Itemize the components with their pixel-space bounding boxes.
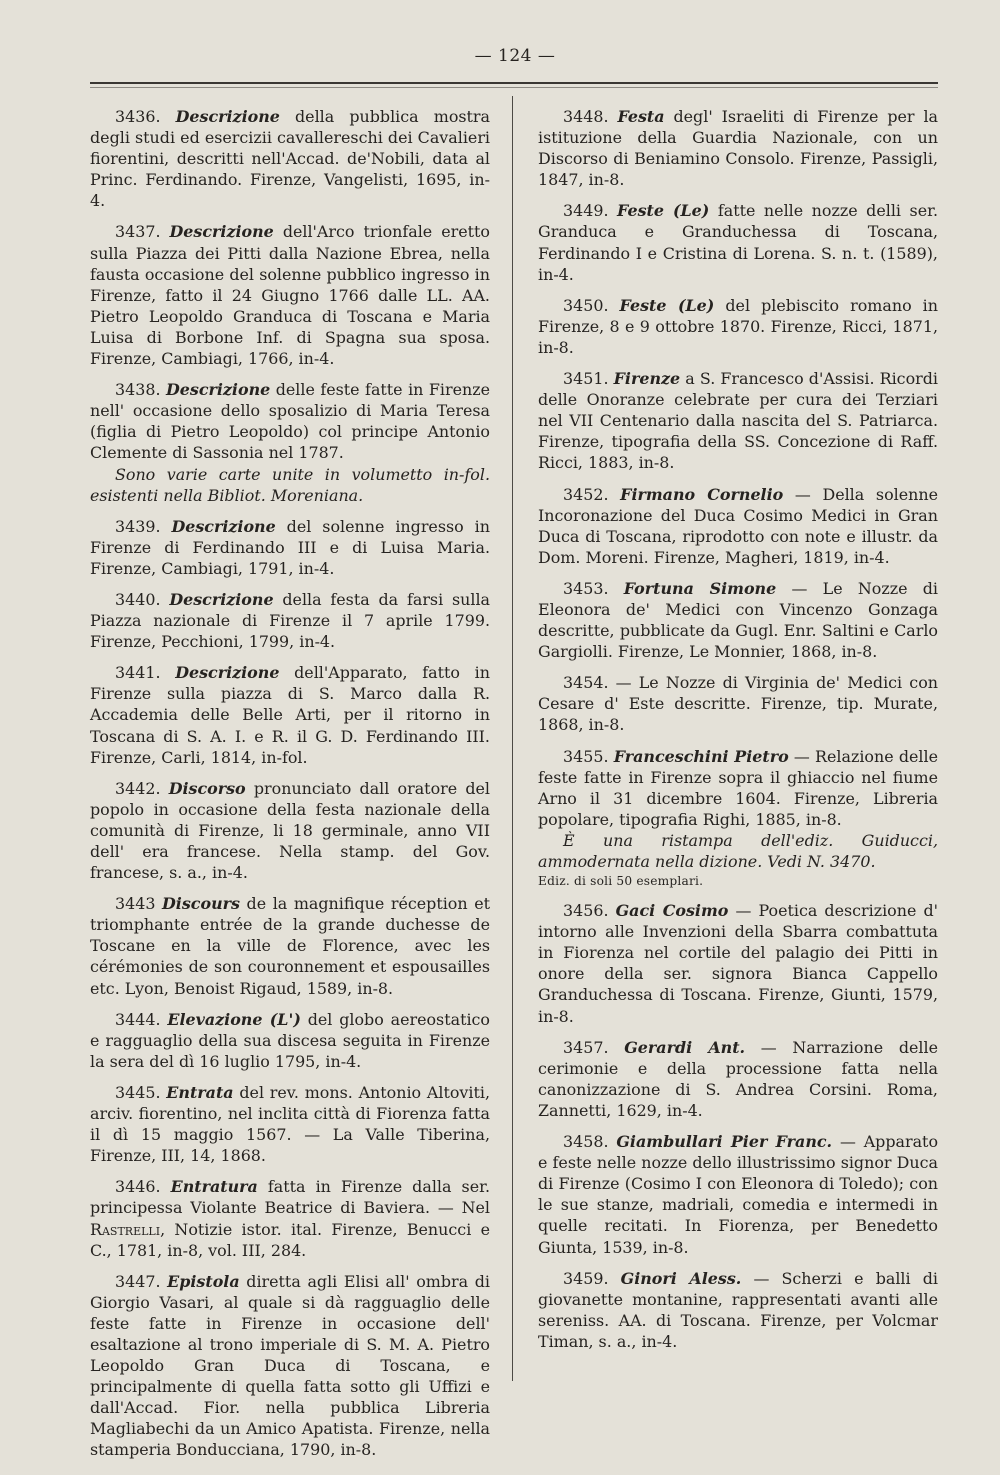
- entry-heading: Feste (Le): [617, 201, 710, 221]
- entry-number: 3452.: [563, 484, 621, 504]
- entry-body: [538, 368, 938, 473]
- entry-body: [538, 1268, 938, 1352]
- entry-heading: Epistola: [167, 1271, 240, 1291]
- catalogue-entry: [538, 295, 938, 358]
- entry-heading: Ginori Aless.: [620, 1268, 742, 1288]
- catalogue-entry: [538, 672, 938, 735]
- entry-description: del solenne ingresso in Firenze di Ferdinando III e di Luisa Maria. Firenze, Cambiagi, 1791, in-4.: [90, 516, 490, 578]
- catalogue-entry: [90, 1082, 490, 1166]
- entry-number: 3439.: [115, 516, 172, 536]
- entry-heading: Descrizione: [175, 663, 280, 683]
- entry-description: — Scherzi e balli di giovanette montanine, rappresentati avanti alle sereniss. AA. di Toscana. Firenze, per Volcmar Timan, s. a., in-4.: [538, 1268, 938, 1351]
- entry-body: [538, 1037, 938, 1121]
- catalogue-entry: [90, 379, 490, 506]
- entry-body: [90, 379, 490, 463]
- catalogue-entry: [538, 746, 938, 891]
- catalogue-entry: [538, 200, 938, 284]
- entry-heading: Gerardi Ant.: [624, 1037, 746, 1057]
- entry-description: della pubblica mostra degli studi ed esercizii cavallereschi dei Cavalieri fiorentini, descritti nell'Accad. de'Nobili, data al Princ. Ferdinando. Firenze, Vangelisti, 1695, in-4.: [90, 107, 491, 211]
- entry-body: [90, 1082, 490, 1166]
- entry-body: [538, 578, 938, 662]
- header-rule: [90, 82, 938, 84]
- entry-number: 3442.: [115, 778, 169, 798]
- entry-heading: Descrizione: [175, 107, 280, 126]
- entry-author-ref: Rastrelli: [90, 1219, 161, 1239]
- catalogue-entry: [90, 778, 490, 883]
- entry-description: a S. Francesco d'Assisi. Ricordi delle Onoranze celebrate per cura dei Terziari nel VII Centenario dalla nascita del S. Patriarca. Firenze, tipografia della SS. Concezione di Raff. Ricci, 1883, in-8.: [538, 369, 938, 473]
- entry-description: del plebiscito romano in Firenze, 8 e 9 ottobre 1870. Firenze, Ricci, 1871, in-8.: [538, 295, 938, 357]
- entry-number: 3449.: [563, 201, 618, 221]
- entry-number: 3445.: [115, 1082, 167, 1102]
- catalogue-entry: [538, 1131, 938, 1258]
- catalogue-entry: [90, 221, 490, 369]
- entry-body: [90, 1271, 490, 1461]
- entry-body: [90, 778, 490, 883]
- entry-heading: Entratura: [170, 1177, 258, 1197]
- entry-number: 3459.: [563, 1268, 621, 1288]
- entry-description-cont: , Notizie istor. ital. Firenze, Benucci e C., 1781, in-8, vol. III, 284.: [90, 1219, 490, 1260]
- column-divider: [512, 96, 513, 1381]
- entry-description: — Poetica descrizione d' intorno alle Invenzioni della Sbarra combattuta in Fiorenza nel cortile del palagio dei Pitti in onore della ser. signora Bianca Cappello Granduchessa di Toscana. Firenze, Giunti, 1579, in-8.: [538, 901, 939, 1026]
- entry-body: [538, 295, 938, 358]
- entry-number: 3438.: [115, 380, 166, 400]
- entry-heading: Firenze: [613, 369, 681, 389]
- entry-heading: Descrizione: [171, 516, 276, 536]
- entry-number: 3450.: [563, 295, 620, 315]
- entry-description: degl' Israeliti di Firenze per la istituzione della Guardia Nazionale, con un Discorso di Beniamino Consolo. Firenze, Passigli, 1847, in-8.: [538, 107, 938, 190]
- right-column: [538, 106, 938, 1362]
- entry-body: [90, 589, 490, 652]
- entry-number: 3454.: [563, 673, 616, 693]
- entry-description: diretta agli Elisi all' ombra di Giorgio Vasari, al quale si dà ragguaglio delle feste fatte in Firenze in occasione dell' esaltazione al trono imperiale di S. M. A. Pietro Leopoldo Gran Duca di Toscana, e principalmente di quella fatta sotto gli Uffizi e dall'Accad. Fior. nella pubblica Libreria Magliabechi da un Amico Apatista. Firenze, nella stamperia Bonducciana, 1790, in-8.: [90, 1271, 491, 1460]
- entry-note: Sono varie carte unite in volumetto in-fol. esistenti nella Bibliot. Moreniana.: [90, 464, 490, 505]
- catalogue-entry: [90, 893, 490, 998]
- entry-number: 3457.: [563, 1037, 625, 1057]
- catalogue-entry: [90, 662, 490, 767]
- entry-heading: Franceschini Pietro: [613, 746, 789, 766]
- entry-number: 3437.: [115, 222, 170, 242]
- entry-number: 3448.: [563, 107, 618, 126]
- entry-description: — Apparato e feste nelle nozze dello illustrissimo signor Duca di Firenze (Cosimo I con Eleonora di Toledo); con le sue stanze, madriali, comedia e intermedi in quelle recitati. In Fiorenza, per Benedetto Giunta, 1539, in-8.: [538, 1132, 939, 1257]
- entry-heading: Descrizione: [169, 222, 274, 242]
- entry-edition-note: Ediz. di soli 50 esemplari.: [538, 874, 704, 889]
- entry-body: [538, 106, 938, 190]
- entry-number: 3444.: [115, 1009, 168, 1029]
- entry-number: 3447.: [115, 1271, 168, 1291]
- entry-heading: Elevazione (L'): [167, 1009, 301, 1029]
- entry-description: fatte nelle nozze delli ser. Granduca e Granduchessa di Toscana, Ferdinando I e Cristina di Lorena. S. n. t. (1589), in-4.: [538, 201, 938, 284]
- catalogue-entry: [90, 516, 490, 579]
- left-column: [90, 106, 490, 1471]
- entry-body: [90, 893, 490, 998]
- entry-description: — Relazione delle feste fatte in Firenze sopra il ghiaccio nel fiume Arno il 31 dicembre 1604. Firenze, Libreria popolare, tipografia Righi, 1885, in-8.: [538, 746, 938, 829]
- catalogue-entry: [90, 1009, 490, 1072]
- entry-heading: Entrata: [166, 1082, 234, 1102]
- entry-heading: Descrizione: [165, 380, 271, 400]
- entry-body: [90, 1009, 490, 1072]
- catalogue-entry: [90, 1176, 490, 1260]
- entry-description: de la magnifique réception et triomphante entrée de la grande duchesse de Toscane en la ville de Florence, avec les cérémonies de son couronnement et espousailles etc. Lyon, Benoist Rigaud, 1589, in-8.: [90, 894, 490, 998]
- entry-heading: Firmano Cornelio: [620, 484, 784, 504]
- entry-description: del globo aereostatico e ragguaglio della sua discesa seguita in Firenze la sera del dì 16 luglio 1795, in-4.: [90, 1009, 490, 1071]
- entry-body: [538, 746, 938, 830]
- entry-heading: Festa: [617, 107, 665, 126]
- entry-description: dell'Apparato, fatto in Firenze sulla piazza di S. Marco dalla R. Accademia delle Belle Arti, per il ritorno in Toscana di S. A. I. e R. il G. D. Ferdinando III. Firenze, Carli, 1814, in-fol.: [90, 663, 490, 767]
- catalogue-entry: [538, 1268, 938, 1352]
- page-number: — 124 —: [474, 46, 556, 66]
- entry-body: [538, 200, 938, 284]
- entry-number: 3441.: [115, 663, 176, 683]
- entry-number: 3440.: [115, 589, 170, 609]
- entry-heading: Discours: [162, 894, 240, 914]
- catalogue-entry: [538, 484, 938, 568]
- entry-number: 3436.: [115, 107, 176, 126]
- entry-description: — Della solenne Incoronazione del Duca Cosimo Medici in Gran Duca di Toscana, riprodotto con note e illustr. da Dom. Moreni. Firenze, Magheri, 1819, in-4.: [538, 484, 938, 567]
- catalogue-entry: [538, 106, 938, 190]
- entry-note: È una ristampa dell'ediz. Guiducci, ammodernata nella dizione. Vedi N. 3470.: [538, 830, 938, 871]
- entry-description: della festa da farsi sulla Piazza nazionale di Firenze il 7 aprile 1799. Firenze, Pecchioni, 1799, in-4.: [90, 589, 490, 652]
- catalogue-entry: [538, 368, 938, 473]
- entry-body: [90, 221, 490, 369]
- entry-description: — Le Nozze di Virginia de' Medici con Cesare d' Este descritte. Firenze, tip. Murate, 1868, in-8.: [538, 673, 938, 735]
- entry-number: 3451.: [563, 369, 614, 389]
- entry-body: [90, 106, 490, 211]
- entry-number: 3443: [115, 894, 163, 914]
- catalogue-entry: [90, 1271, 490, 1461]
- catalogue-entry: [538, 1037, 938, 1121]
- entry-description: pronunciato dall oratore del popolo in occasione della festa nazionale della comunità di Firenze, li 18 germinale, anno VII dell' era francese. Nella stamp. del Gov. francese, s. a., in-4.: [90, 778, 490, 883]
- entry-description: — Le Nozze di Eleonora de' Medici con Vincenzo Gonzaga descritte, pubblicate da Gugl. Enr. Saltini e Carlo Gargiolli. Firenze, Le Monnier, 1868, in-8.: [538, 578, 939, 662]
- entry-description: fatta in Firenze dalla ser. principessa Violante Beatrice di Baviera. — Nel: [90, 1177, 490, 1218]
- entry-heading: Feste (Le): [619, 295, 715, 315]
- entry-body: [90, 516, 490, 579]
- entry-number: 3446.: [115, 1177, 171, 1197]
- entry-body: [538, 1131, 938, 1258]
- entry-heading: Descrizione: [169, 589, 274, 609]
- catalogue-entry: [90, 106, 490, 211]
- entry-description: del rev. mons. Antonio Altoviti, arciv. fiorentino, nel inclita città di Fiorenza fatta il dì 15 maggio 1567. — La Valle Tiberina, Firenze, III, 14, 1868.: [90, 1082, 490, 1166]
- entry-heading: Giambullari Pier Franc.: [616, 1132, 833, 1152]
- entry-heading: Fortuna Simone: [623, 578, 777, 598]
- entry-description: dell'Arco trionfale eretto sulla Piazza dei Pitti dalla Nazione Ebrea, nella fausta occasione del solenne pubblico ingresso in Firenze, fatto il 24 Giugno 1766 dalle LL. AA. Pietro Leopoldo Granduca di Toscana e Maria Luisa di Borbone Inf. di Spagna sua sposa. Firenze, Cambiagi, 1766, in-4.: [90, 222, 490, 369]
- entry-heading: Gaci Cosimo: [615, 901, 729, 921]
- catalogue-entry: [538, 900, 938, 1027]
- catalogue-entry: [90, 589, 490, 652]
- entry-description: delle feste fatte in Firenze nell' occasione dello sposalizio di Maria Teresa (figlia di Pietro Leopoldo) col principe Antonio Clemente di Sassonia nel 1787.: [90, 380, 490, 463]
- entry-number: 3453.: [563, 578, 624, 598]
- header-rule-thin: [90, 87, 938, 88]
- entry-number: 3456.: [563, 901, 616, 921]
- entry-body: [538, 900, 938, 1027]
- entry-description: — Narrazione delle cerimonie e della processione fatta nella canonizzazione di S. Andrea Corsini. Roma, Zannetti, 1629, in-4.: [538, 1037, 939, 1120]
- catalogue-entry: [538, 578, 938, 662]
- entry-body: [538, 672, 938, 735]
- entry-heading: Discorso: [168, 778, 246, 798]
- entry-number: 3458.: [563, 1132, 617, 1152]
- entry-body: [90, 1176, 490, 1260]
- entry-body: [90, 662, 490, 767]
- entry-body: [538, 484, 938, 568]
- entry-number: 3455.: [563, 746, 614, 766]
